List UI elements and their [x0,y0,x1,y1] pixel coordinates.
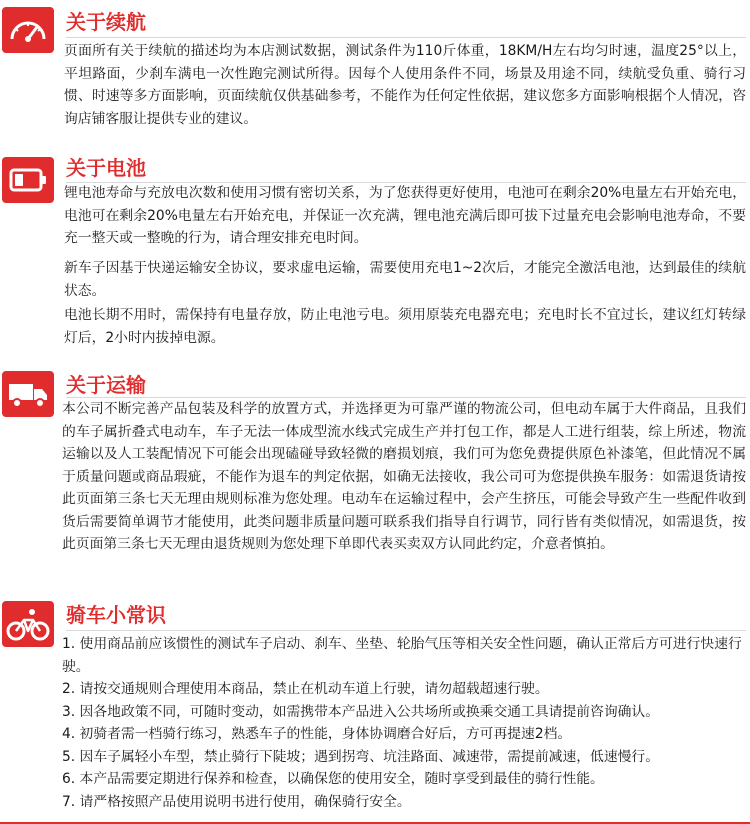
section-title: 骑车小常识 [66,603,166,627]
section-paragraph: 新车子因基于快递运输安全协议，要求虚电运输，需要使用充电1~2次后，才能完全激活电池，达到最佳的续航状态。 [64,260,746,299]
list-item: 1. 使用商品前应该惯性的测试车子启动、刹车、坐垫、轮胎气压等相关安全性问题，确认正常后方可进行快速行驶。 [62,636,742,675]
title-divider [66,37,746,38]
section-title: 关于续航 [66,10,146,34]
bicycle-icon [2,601,54,647]
section-title: 关于电池 [66,156,146,180]
section-paragraph: 页面所有关于续航的描述均为本店测试数据，测试条件为110斤体重，18KM/H左右均匀时速，温度25°以上，平坦路面，少刹车满电一次性跑完测试所得。因每个人使用条件不同，场景及用途不同，续航受负重、骑行习惯、时速等多方面影响，页面续航仅供基础参考，不能作为任何定性依据，建议您多方面影响根据个人情况，咨询店铺客服让提供专业的建议。 [64,43,746,127]
section-paragraph: 锂电池寿命与充放电次数和使用习惯有密切关系，为了您获得更好使用，电池可在剩余20%电量左右开始充电，电池可在剩余20%电量左右开始充电，并保证一次充满，锂电池充满后即可拔下过量充电会影响电池寿命，不要充一整天或一整晚的行为，请合理安排充电时间。 [64,185,746,246]
list-item: 2. 请按交通规则合理使用本商品，禁止在机动车道上行驶，请勿超载超速行驶。 [62,681,549,697]
list-item: 3. 因各地政策不同，可随时变动，如需携带本产品进入公共场所或换乘交通工具请提前咨询确认。 [62,703,660,720]
list-item: 6. 本产品需要定期进行保养和检查，以确保您的使用安全，随时享受到最佳的骑行性能。 [62,771,604,787]
truck-icon [2,371,54,417]
battery-icon [2,157,54,203]
speedometer-icon [2,7,54,53]
tips-list [62,633,746,813]
title-divider [66,630,746,631]
list-item: 5. 因车子属轻小车型，禁止骑行下陡坡；遇到拐弯、坑洼路面、减速带，需提前减速，低速慢行。 [62,748,660,765]
section-paragraph: 电池长期不用时，需保持有电量存放，防止电池亏电。须用原装充电器充电；充电时长不宜过长，建议红灯转绿灯后，2小时内拔掉电源。 [64,307,746,346]
list-item: 4. 初骑者需一档骑行练习，熟悉车子的性能，身体协调磨合好后，方可再提速2档。 [62,726,572,742]
section-title: 关于运输 [66,373,146,397]
section-paragraph: 本公司不断完善产品包装及科学的放置方式，并选择更为可靠严谨的物流公司，但电动车属于大件商品，且我们的车子属折叠式电动车，车子无法一体成型流水线式完成生产并打包工作，都是人工进行组装，综上所述，物流运输以及人工装配情况下可能会出现磕碰导致轻微的磨损划痕，我们可为您免费提供原色补漆笔，但此情况不属于质量问题或商品瑕疵，不能作为退车的判定依据，如确无法接收，我公司可为您提供换车服务：如需退货请按此页面第三条七天无理由规则标准为您处理。电动车在运输过程中，会产生挤压，可能会导致产生一些配件收到货后需要简单调节才能使用，此类问题非质量问题可联系我们指导自行调节，同行皆有类似情况，如需退货，按此页面第三条七天无理由退货规则为您处理下单即代表买卖双方认同此约定，介意者慎拍。 [62,401,746,552]
list-item: 7. 请严格按照产品使用说明书进行使用，确保骑行安全。 [62,793,411,810]
